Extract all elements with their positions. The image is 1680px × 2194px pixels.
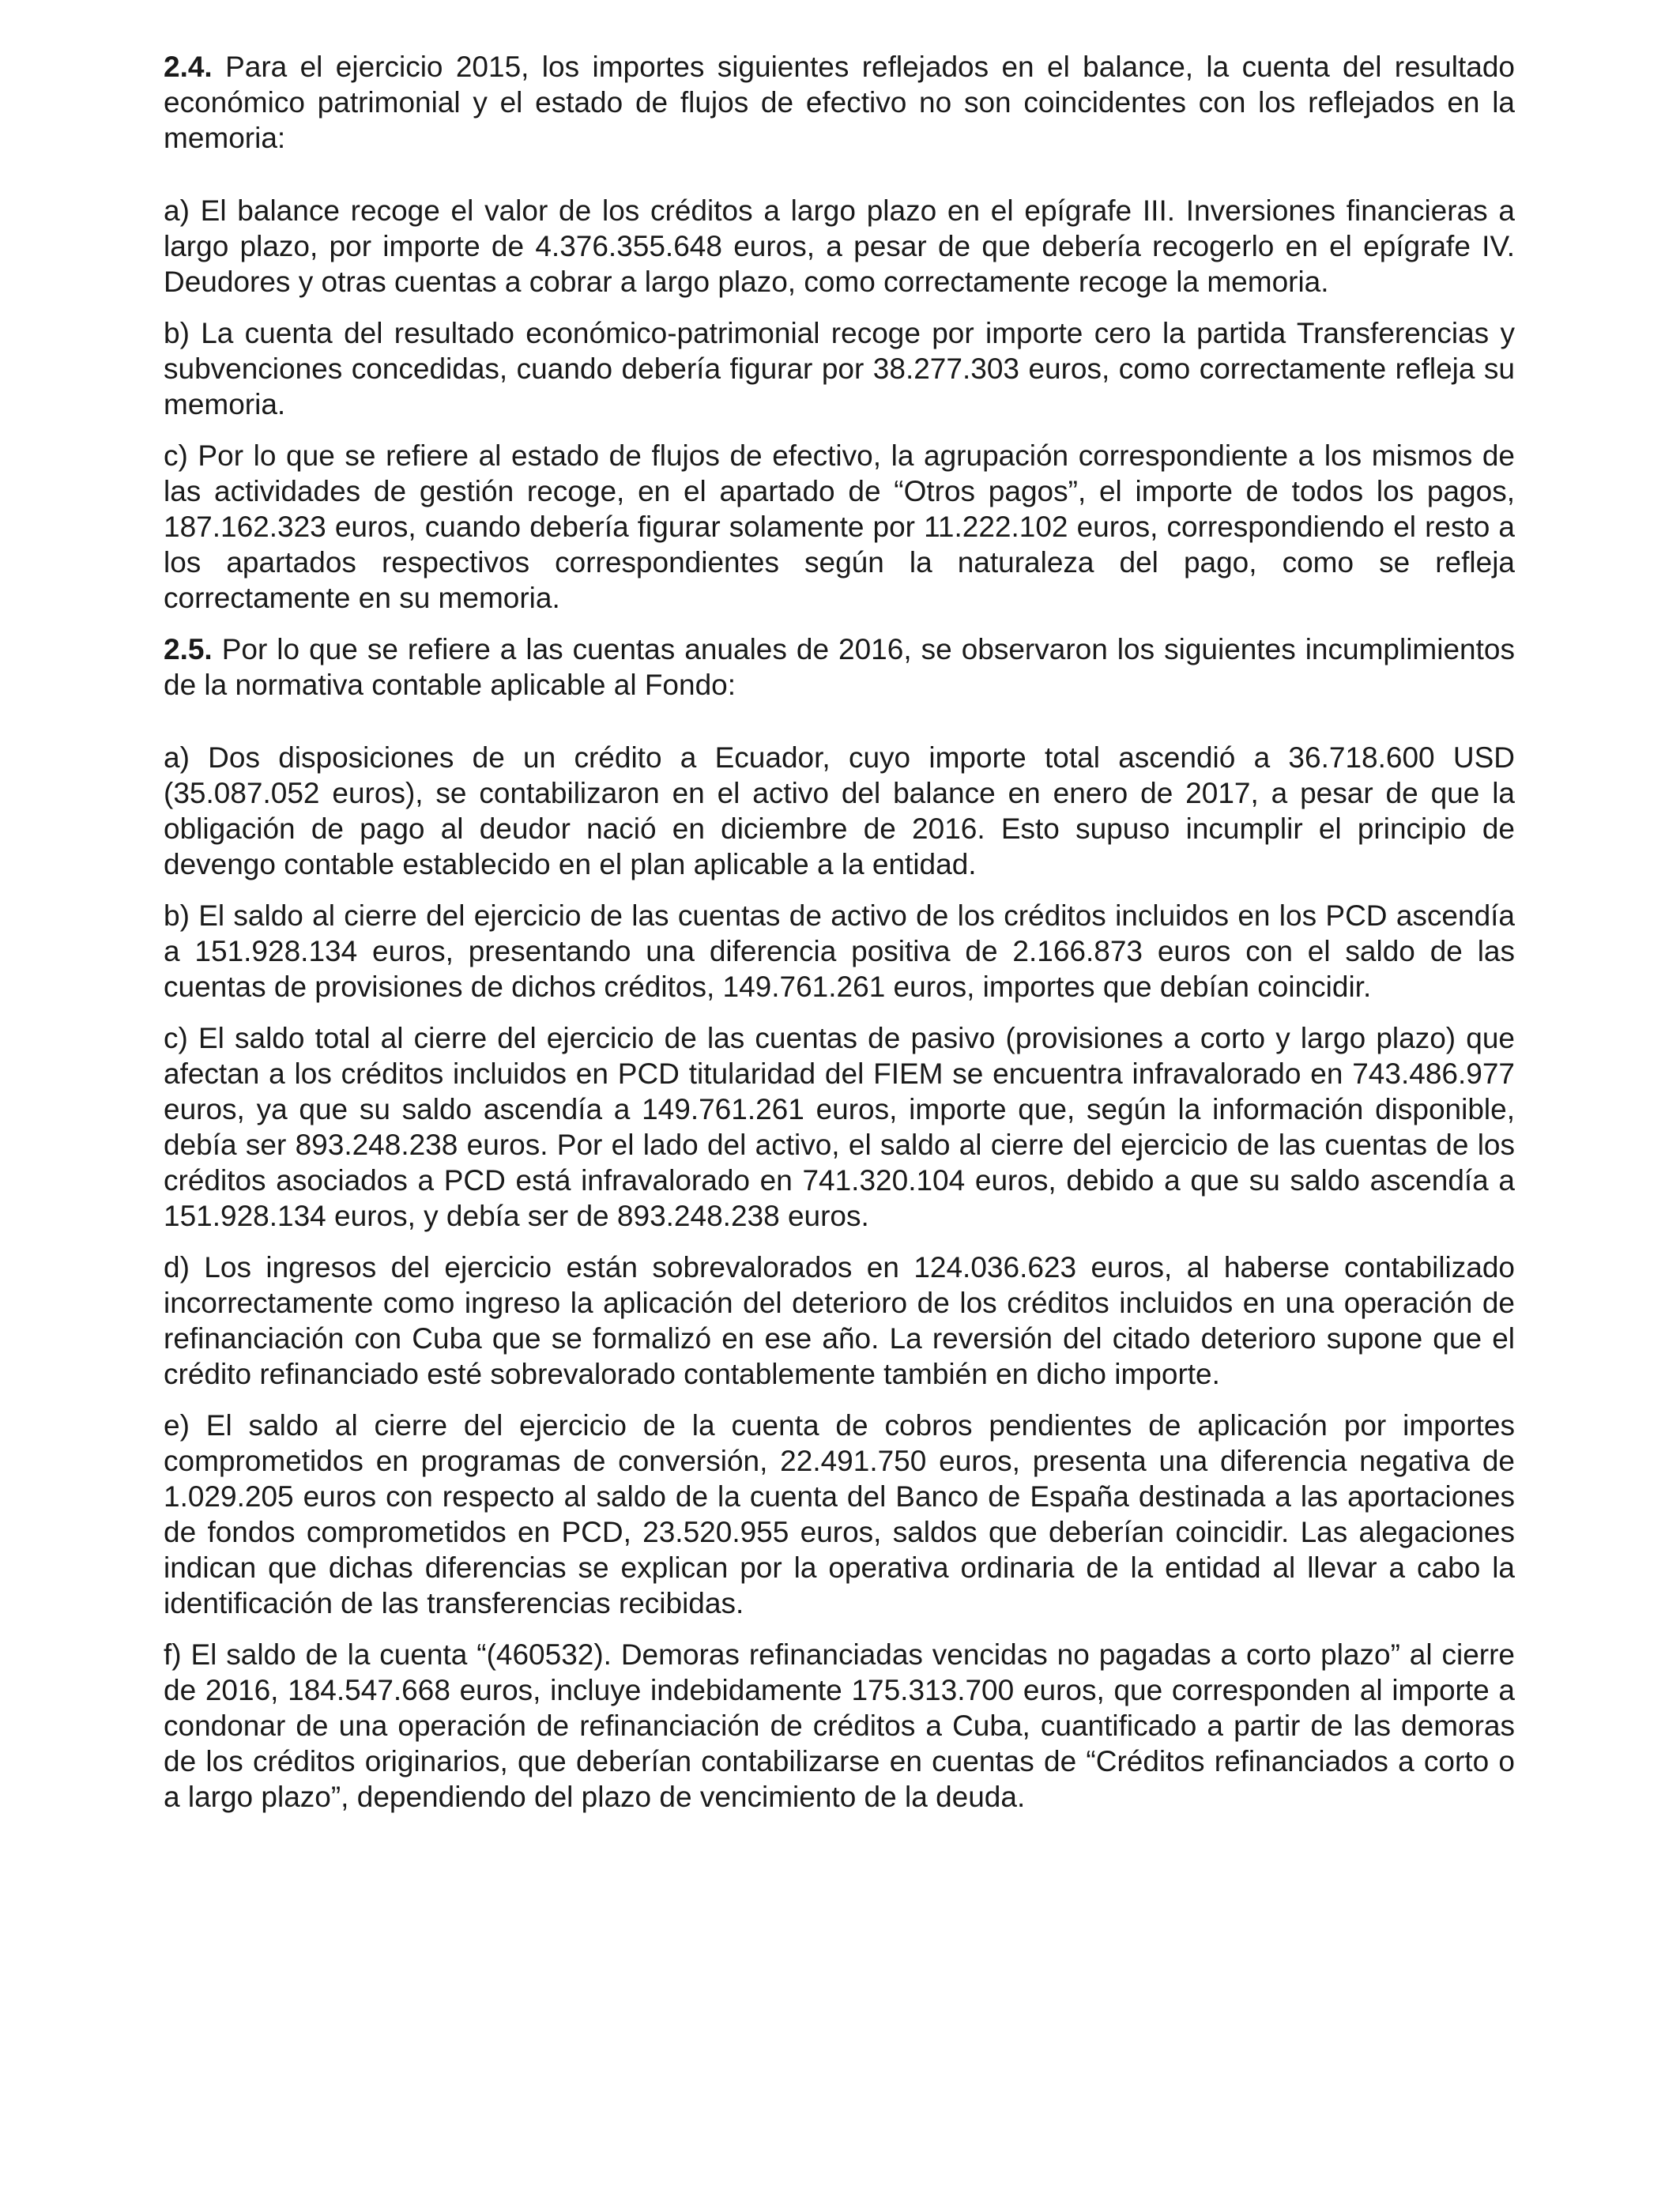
section-2-5-item-f: f) El saldo de la cuenta “(460532). Demoras refinanciadas vencidas no pagadas a corto plazo” al cierre de 2016, 184.547.668 euros, incluye indebidamente 175.313.700 euros, que corresponden al importe a condonar de una operación de refinanciación de créditos a Cuba, cuantificado a partir de las demoras de los créditos originarios, que deberían contabilizarse en cuentas de “Créditos refinanciados a corto o a largo plazo”, dependiendo del plazo de vencimiento de la deuda. <box>164 1638 1515 1813</box>
section-2-4-item-a: a) El balance recoge el valor de los créditos a largo plazo en el epígrafe III. Inversiones financieras a largo plazo, por importe de 4.376.355.648 euros, a pesar de que debería recogerlo en el epígrafe IV. Deudores y otras cuentas a cobrar a largo plazo, como correctamente recoge la memoria. <box>164 194 1515 298</box>
section-2-5-item-d: d) Los ingresos del ejercicio están sobrevalorados en 124.036.623 euros, al haberse contabilizado incorrectamente como ingreso la aplicación del deterioro de los créditos incluidos en una operación de refinanciación con Cuba que se formalizó en ese año. La reversión del citado deterioro supone que el crédito refinanciado esté sobrevalorado contablemente también en dicho importe. <box>164 1251 1515 1390</box>
section-2-5-intro <box>164 631 1515 703</box>
section-2-4-intro <box>164 49 1515 156</box>
section-2-5-intro-text: Por lo que se refiere a las cuentas anuales de 2016, se observaron los siguientes incumplimientos de la normativa contable aplicable al Fondo: <box>164 633 1515 701</box>
section-2-5-number: 2.5. <box>164 633 213 665</box>
section-2-4-item-c: c) Por lo que se refiere al estado de flujos de efectivo, la agrupación correspondiente a los mismos de las actividades de gestión recoge, en el apartado de “Otros pagos”, el importe de todos los pagos, 187.162.323 euros, cuando debería figurar solamente por 11.222.102 euros, correspondiendo el resto a los apartados respectivos correspondientes según la naturaleza del pago, como se refleja correctamente en su memoria. <box>164 439 1515 614</box>
section-2-4-number: 2.4. <box>164 51 213 83</box>
section-2-5-item-e: e) El saldo al cierre del ejercicio de la cuenta de cobros pendientes de aplicación por importes comprometidos en programas de conversión, 22.491.750 euros, presenta una diferencia negativa de 1.029.205 euros con respecto al saldo de la cuenta del Banco de España destinada a las aportaciones de fondos comprometidos en PCD, 23.520.955 euros, saldos que deberían coincidir. Las alegaciones indican que dichas diferencias se explican por la operativa ordinaria de la entidad al llevar a cabo la identificación de las transferencias recibidas. <box>164 1409 1515 1619</box>
document-page <box>164 49 1515 1830</box>
section-2-5-item-b: b) El saldo al cierre del ejercicio de las cuentas de activo de los créditos incluidos en los PCD ascendía a 151.928.134 euros, presentando una diferencia positiva de 2.166.873 euros con el saldo de las cuentas de provisiones de dichos créditos, 149.761.261 euros, importes que debían coincidir. <box>164 899 1515 1003</box>
section-2-4-intro-text: Para el ejercicio 2015, los importes siguientes reflejados en el balance, la cuenta del resultado económico patrimonial y el estado de flujos de efectivo no son coincidentes con los reflejados en la memoria: <box>164 51 1515 154</box>
section-2-5-item-a: a) Dos disposiciones de un crédito a Ecuador, cuyo importe total ascendió a 36.718.600 USD (35.087.052 euros), se contabilizaron en el activo del balance en enero de 2017, a pesar de que la obligación de pago al deudor nació en diciembre de 2016. Esto supuso incumplir el principio de devengo contable establecido en el plan aplicable a la entidad. <box>164 741 1515 880</box>
section-2-5-item-c: c) El saldo total al cierre del ejercicio de las cuentas de pasivo (provisiones a corto y largo plazo) que afectan a los créditos incluidos en PCD titularidad del FIEM se encuentra infravalorado en 743.486.977 euros, ya que su saldo ascendía a 149.761.261 euros, importe que, según la información disponible, debía ser 893.248.238 euros. Por el lado del activo, el saldo al cierre del ejercicio de las cuentas de los créditos asociados a PCD está infravalorado en 741.320.104 euros, debido a que su saldo ascendía a 151.928.134 euros, y debía ser de 893.248.238 euros. <box>164 1022 1515 1232</box>
section-2-4-item-b: b) La cuenta del resultado económico-patrimonial recoge por importe cero la partida Transferencias y subvenciones concedidas, cuando debería figurar por 38.277.303 euros, como correctamente refleja su memoria. <box>164 317 1515 420</box>
